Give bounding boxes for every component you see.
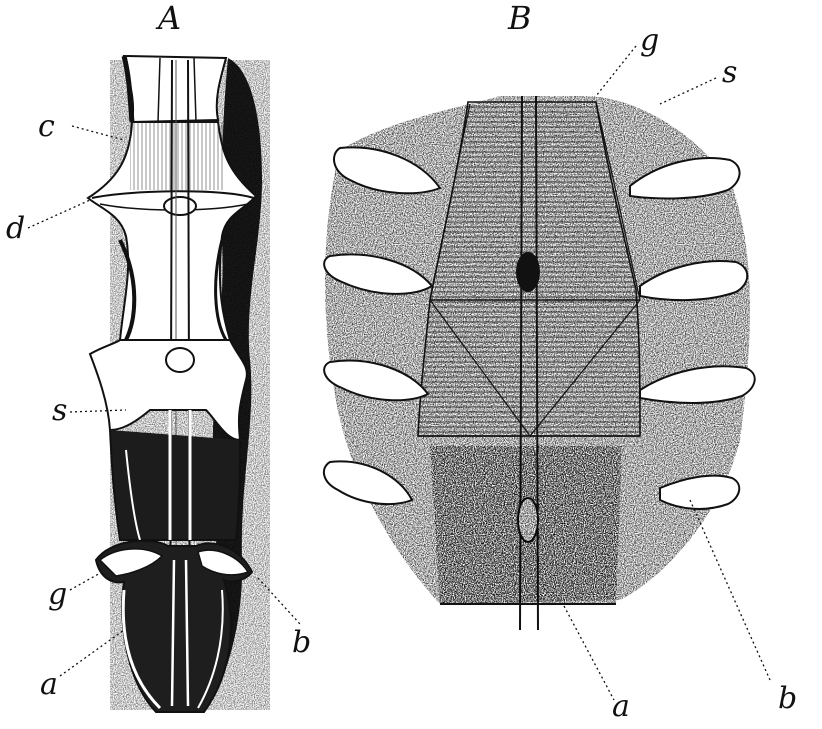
panel-b-specimen <box>324 96 755 630</box>
label-a-c: c <box>38 109 55 144</box>
label-b-s: s <box>722 55 738 90</box>
vertebra-top <box>124 56 226 122</box>
label-a-b: b <box>292 625 312 660</box>
panel-b-title: B <box>508 0 532 37</box>
label-b-g: g <box>640 23 660 58</box>
label-b-b: b <box>778 681 798 716</box>
label-b-a: a <box>612 689 630 724</box>
label-a-s: s <box>52 393 68 428</box>
panel-a-title: A <box>158 0 182 37</box>
label-a-g: g <box>48 577 68 612</box>
panel-a-specimen <box>88 56 270 712</box>
label-a-d: d <box>6 211 26 246</box>
label-a-a: a <box>40 667 58 702</box>
